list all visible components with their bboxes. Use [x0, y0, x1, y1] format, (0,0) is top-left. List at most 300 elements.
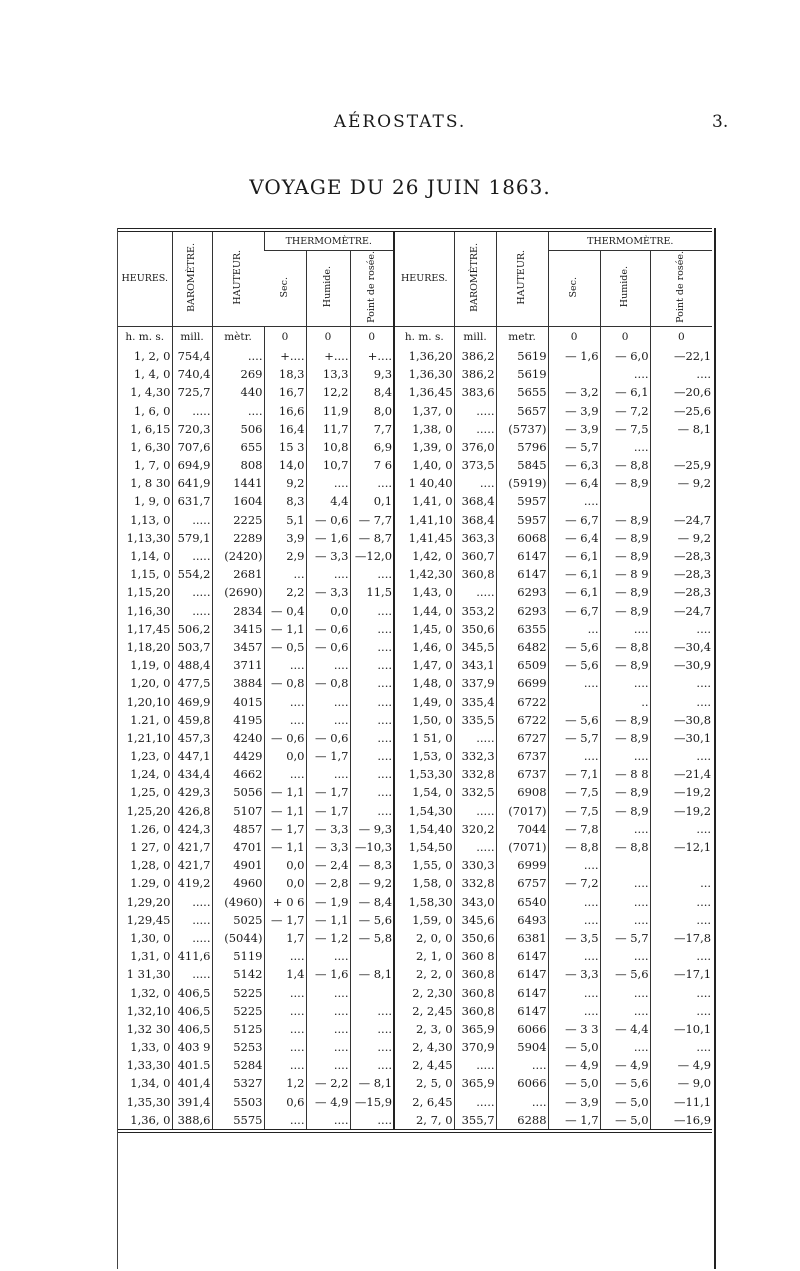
cell-barometre-2: .....	[454, 583, 496, 601]
cell-rosee-2: —16,9	[650, 1111, 712, 1131]
cell-humide: ....	[306, 711, 350, 729]
cell-barometre-2: 335,4	[454, 692, 496, 710]
cell-hauteur: ....	[212, 401, 264, 419]
cell-hauteur-2: 6737	[496, 747, 548, 765]
running-head	[0, 112, 800, 132]
cell-sec: — 1,1	[264, 838, 306, 856]
cell-rosee: ....	[350, 729, 394, 747]
cell-sec-2: — 3 3	[548, 1020, 600, 1038]
cell-barometre-2: 350,6	[454, 929, 496, 947]
cell-rosee-2: — 9,0	[650, 1074, 712, 1092]
unit-cell: 0	[600, 326, 650, 347]
cell-sec-2: ....	[548, 747, 600, 765]
cell-sec: ....	[264, 1038, 306, 1056]
cell-barometre: .....	[172, 911, 212, 929]
cell-barometre: 403 9	[172, 1038, 212, 1056]
cell-sec-2: ....	[548, 892, 600, 910]
cell-heure: 1,32,10	[126, 1003, 171, 1018]
table-row	[118, 983, 712, 1001]
cell-barometre-2: 320,2	[454, 820, 496, 838]
col-barometre	[172, 230, 212, 326]
table-row	[118, 383, 712, 401]
cell-barometre-2: 345,5	[454, 638, 496, 656]
unit-cell: 0	[306, 326, 350, 347]
cell-hauteur: 5107	[212, 802, 264, 820]
running-head-text: AÉROSTATS.	[333, 112, 467, 132]
cell-barometre-2: 368,4	[454, 492, 496, 510]
table-row	[118, 874, 712, 892]
table-row	[118, 565, 712, 583]
cell-heure-2: 2, 0, 0	[394, 929, 454, 947]
cell-rosee-2: —25,6	[650, 401, 712, 419]
cell-heure-2: 1,37, 0	[394, 401, 454, 419]
cell-barometre: 419,2	[172, 874, 212, 892]
cell-hauteur: 5284	[212, 1056, 264, 1074]
cell-sec: ....	[264, 711, 306, 729]
cell-humide: ....	[306, 474, 350, 492]
cell-humide-2: ..	[600, 692, 650, 710]
cell-hauteur-2: 6147	[496, 983, 548, 1001]
cell-hauteur: 5225	[212, 1002, 264, 1020]
cell-sec: 1,2	[264, 1074, 306, 1092]
cell-humide: 10,8	[306, 438, 350, 456]
cell-barometre: .....	[172, 511, 212, 529]
cell-sec: — 0,8	[264, 674, 306, 692]
cell-humide: — 1,7	[306, 747, 350, 765]
cell-sec: ....	[264, 1111, 306, 1131]
cell-heure: 1,31, 0	[130, 949, 171, 964]
cell-barometre-2: 383,6	[454, 383, 496, 401]
cell-sec: 0,6	[264, 1093, 306, 1111]
cell-heure-2: 1,50, 0	[394, 711, 454, 729]
cell-barometre: 641,9	[172, 474, 212, 492]
cell-heure-2: 1,36,30	[394, 365, 454, 383]
cell-barometre: 631,7	[172, 492, 212, 510]
cell-sec: 15 3	[264, 438, 306, 456]
cell-barometre-2: 332,5	[454, 783, 496, 801]
cell-barometre-2: .....	[454, 1093, 496, 1111]
cell-rosee: +....	[350, 347, 394, 365]
cell-rosee-2: ....	[650, 674, 712, 692]
unit-cell: 0	[548, 326, 600, 347]
cell-rosee-2: —30,9	[650, 656, 712, 674]
cell-humide-2: — 6,0	[600, 347, 650, 365]
col-thermometre: THERMOMÈTRE.	[264, 230, 394, 251]
cell-rosee-2: ....	[650, 911, 712, 929]
cell-rosee: 11,5	[350, 583, 394, 601]
cell-hauteur: 3457	[212, 638, 264, 656]
table-row	[118, 438, 712, 456]
col-heures-2: HEURES.	[394, 230, 454, 326]
cell-humide: ....	[306, 765, 350, 783]
col-humide-label: Humide.	[322, 266, 334, 308]
cell-barometre: .....	[172, 583, 212, 601]
cell-heure-2: 1,58,30	[394, 892, 454, 910]
cell-rosee: ....	[350, 692, 394, 710]
cell-hauteur: 5142	[212, 965, 264, 983]
cell-hauteur-2: 6068	[496, 529, 548, 547]
table-row	[118, 820, 712, 838]
cell-sec: 16,4	[264, 420, 306, 438]
cell-sec-2	[548, 692, 600, 710]
cell-hauteur-2: 6727	[496, 729, 548, 747]
cell-barometre-2: 343,1	[454, 656, 496, 674]
cell-heure: 1,32, 0	[130, 985, 171, 1000]
cell-humide-2: — 8,9	[600, 583, 650, 601]
cell-rosee: — 5,8	[350, 929, 394, 947]
cell-humide-2: — 8,8	[600, 638, 650, 656]
cell-heure-2: 2, 1, 0	[394, 947, 454, 965]
cell-heure: 1, 4, 0	[133, 367, 171, 382]
table-row	[118, 783, 712, 801]
cell-sec-2: ....	[548, 492, 600, 510]
cell-rosee-2: ....	[650, 1038, 712, 1056]
cell-sec-2: — 5,7	[548, 729, 600, 747]
cell-sec: ....	[264, 947, 306, 965]
cell-sec: +....	[264, 347, 306, 365]
cell-heure: 1,21,10	[126, 730, 171, 745]
cell-hauteur: 5503	[212, 1093, 264, 1111]
cell-barometre-2: 376,0	[454, 438, 496, 456]
table-row	[118, 947, 712, 965]
cell-sec: 2,2	[264, 583, 306, 601]
cell-heure-2: 1,53,30	[394, 765, 454, 783]
cell-barometre-2: .....	[454, 802, 496, 820]
cell-sec: 2,9	[264, 547, 306, 565]
cell-sec-2: ....	[548, 947, 600, 965]
cell-heure: 1,18,20	[126, 639, 171, 654]
cell-hauteur: (5044)	[212, 929, 264, 947]
cell-rosee: 7 6	[350, 456, 394, 474]
cell-heure-2: 1,54, 0	[394, 783, 454, 801]
cell-barometre-2: .....	[454, 420, 496, 438]
col-humide	[306, 251, 350, 327]
unit-cell: 0	[650, 326, 712, 347]
cell-rosee: ....	[350, 802, 394, 820]
cell-rosee-2: — 9,2	[650, 474, 712, 492]
cell-sec-2: — 5,0	[548, 1038, 600, 1056]
cell-heure-2: 1,47, 0	[394, 656, 454, 674]
cell-heure: 1.29, 0	[130, 876, 171, 891]
cell-sec: 16,6	[264, 401, 306, 419]
cell-heure: 1,17,45	[126, 621, 171, 636]
cell-barometre-2: 386,2	[454, 347, 496, 365]
cell-barometre-2: .....	[454, 401, 496, 419]
cell-heure-2: 1,48, 0	[394, 674, 454, 692]
cell-barometre: 406,5	[172, 1002, 212, 1020]
cell-heure: 1,24, 0	[130, 767, 171, 782]
cell-sec-2: — 4,9	[548, 1056, 600, 1074]
cell-humide: — 1,7	[306, 802, 350, 820]
cell-barometre: .....	[172, 892, 212, 910]
table-row	[118, 765, 712, 783]
cell-rosee-2: —19,2	[650, 783, 712, 801]
cell-humide: 11,7	[306, 420, 350, 438]
cell-barometre-2: 360,7	[454, 547, 496, 565]
cell-heure: 1, 8 30	[130, 476, 171, 491]
table-row	[118, 1093, 712, 1111]
cell-heure-2: 1,39, 0	[394, 438, 454, 456]
cell-heure: 1,20,10	[126, 694, 171, 709]
cell-humide: — 1,7	[306, 783, 350, 801]
cell-barometre-2: 368,4	[454, 511, 496, 529]
cell-rosee-2: ....	[650, 820, 712, 838]
cell-rosee: ....	[350, 1020, 394, 1038]
col-hauteur-2-label: HAUTEUR.	[516, 250, 528, 305]
cell-rosee: — 8,7	[350, 529, 394, 547]
cell-heure: 1, 6,15	[130, 421, 171, 436]
cell-hauteur-2: ....	[496, 1056, 548, 1074]
table-row	[118, 1038, 712, 1056]
cell-sec: ....	[264, 1020, 306, 1038]
cell-humide-2: — 8,9	[600, 547, 650, 565]
cell-barometre-2: 332,3	[454, 747, 496, 765]
cell-heure-2: 2, 7, 0	[394, 1111, 454, 1131]
cell-heure-2: 1,41,10	[394, 511, 454, 529]
cell-rosee-2: —17,1	[650, 965, 712, 983]
unit-cell: mètr.	[212, 326, 264, 347]
cell-barometre-2: 365,9	[454, 1074, 496, 1092]
cell-sec-2: ....	[548, 856, 600, 874]
cell-barometre: .....	[172, 547, 212, 565]
cell-rosee: ....	[350, 1056, 394, 1074]
cell-barometre: 506,2	[172, 620, 212, 638]
cell-hauteur: 1441	[212, 474, 264, 492]
cell-barometre-2: 350,6	[454, 620, 496, 638]
cell-humide: — 3,3	[306, 583, 350, 601]
cell-heure-2: 1,54,50	[394, 838, 454, 856]
cell-heure-2: 1,59, 0	[394, 911, 454, 929]
cell-rosee: ....	[350, 1038, 394, 1056]
cell-sec-2: — 3,9	[548, 401, 600, 419]
cell-rosee-2: ....	[650, 1002, 712, 1020]
col-thermometre-2: THERMOMÈTRE.	[548, 230, 712, 251]
cell-sec-2: — 7,5	[548, 783, 600, 801]
cell-rosee-2: ....	[650, 947, 712, 965]
cell-rosee: ....	[350, 601, 394, 619]
cell-rosee: ....	[350, 1111, 394, 1131]
cell-humide-2: — 5,0	[600, 1111, 650, 1131]
cell-heure-2: 2, 5, 0	[394, 1074, 454, 1092]
cell-hauteur-2: (7071)	[496, 838, 548, 856]
col-barometre-label: BAROMÈTRE.	[186, 242, 198, 312]
cell-hauteur-2: (5737)	[496, 420, 548, 438]
cell-rosee-2: —25,9	[650, 456, 712, 474]
cell-rosee: 8,4	[350, 383, 394, 401]
cell-hauteur-2: 5619	[496, 365, 548, 383]
cell-hauteur-2: 6540	[496, 892, 548, 910]
cell-humide: 4,4	[306, 492, 350, 510]
cell-sec-2: — 1,7	[548, 1111, 600, 1131]
cell-hauteur-2: 6147	[496, 947, 548, 965]
table-row	[118, 601, 712, 619]
cell-sec: ...	[264, 565, 306, 583]
cell-humide-2: — 8,8	[600, 456, 650, 474]
cell-heure: 1,13,30	[126, 530, 171, 545]
cell-rosee-2: —12,1	[650, 838, 712, 856]
cell-heure-2: 2, 2,30	[394, 983, 454, 1001]
cell-rosee-2: ....	[650, 620, 712, 638]
cell-heure-2: 2, 4,45	[394, 1056, 454, 1074]
cell-barometre-2: 363,3	[454, 529, 496, 547]
cell-heure-2: 1,53, 0	[394, 747, 454, 765]
cell-hauteur-2: 6722	[496, 692, 548, 710]
cell-heure-2: 2, 6,45	[394, 1093, 454, 1111]
cell-humide-2: ....	[600, 1002, 650, 1020]
cell-heure: 1,19, 0	[130, 658, 171, 673]
cell-heure: 1,25,20	[126, 803, 171, 818]
cell-hauteur: 5125	[212, 1020, 264, 1038]
cell-humide-2: — 8,9	[600, 474, 650, 492]
cell-hauteur-2: 6147	[496, 1002, 548, 1020]
cell-barometre: 477,5	[172, 674, 212, 692]
table-row	[118, 965, 712, 983]
cell-barometre: 401,4	[172, 1074, 212, 1092]
cell-barometre-2: 360,8	[454, 565, 496, 583]
col-humide-2	[600, 251, 650, 327]
cell-heure: 1,25, 0	[130, 785, 171, 800]
cell-rosee: 9,3	[350, 365, 394, 383]
cell-hauteur: 4195	[212, 711, 264, 729]
cell-barometre-2: 360,8	[454, 965, 496, 983]
cell-hauteur-2: 6737	[496, 765, 548, 783]
cell-rosee-2: ...	[650, 874, 712, 892]
cell-heure: 1,35,30	[126, 1094, 171, 1109]
cell-sec-2: — 5,6	[548, 711, 600, 729]
table-row	[118, 911, 712, 929]
cell-humide: — 0,6	[306, 729, 350, 747]
cell-sec: 9,2	[264, 474, 306, 492]
table-row	[118, 1111, 712, 1131]
table-row	[118, 347, 712, 365]
cell-heure: 1, 2, 0	[133, 348, 171, 363]
cell-barometre-2: 373,5	[454, 456, 496, 474]
cell-hauteur-2: 6147	[496, 565, 548, 583]
cell-sec-2: — 3,5	[548, 929, 600, 947]
col-rosee-label: Point de rosée.	[365, 251, 377, 323]
cell-rosee: ....	[350, 474, 394, 492]
cell-hauteur: 3711	[212, 656, 264, 674]
cell-rosee-2: — 8,1	[650, 420, 712, 438]
cell-rosee-2: —30,4	[650, 638, 712, 656]
cell-heure-2: 1,36,45	[394, 383, 454, 401]
cell-heure-2: 1,43, 0	[394, 583, 454, 601]
cell-heure-2: 1,55, 0	[394, 856, 454, 874]
cell-rosee: 0,1	[350, 492, 394, 510]
table-row	[118, 892, 712, 910]
cell-heure-2: 1,54,40	[394, 820, 454, 838]
cell-sec: 8,3	[264, 492, 306, 510]
cell-sec: 1,7	[264, 929, 306, 947]
cell-heure: 1 27, 0	[130, 840, 171, 854]
table-row	[118, 729, 712, 747]
table-row	[118, 420, 712, 438]
cell-hauteur-2: 6147	[496, 965, 548, 983]
cell-heure-2: 2, 3, 0	[394, 1020, 454, 1038]
cell-hauteur: 808	[212, 456, 264, 474]
cell-barometre-2: .....	[454, 838, 496, 856]
cell-hauteur-2: 6999	[496, 856, 548, 874]
cell-barometre: 754,4	[172, 347, 212, 365]
cell-rosee: — 8,1	[350, 965, 394, 983]
cell-humide-2: — 6,1	[600, 383, 650, 401]
cell-barometre: 411,6	[172, 947, 212, 965]
cell-sec-2: — 3,9	[548, 1093, 600, 1111]
cell-rosee: 8,0	[350, 401, 394, 419]
cell-humide-2: ....	[600, 911, 650, 929]
cell-hauteur: 4701	[212, 838, 264, 856]
cell-humide: — 2,2	[306, 1074, 350, 1092]
cell-hauteur: 4240	[212, 729, 264, 747]
unit-cell: mill.	[172, 326, 212, 347]
cell-sec-2: — 6,3	[548, 456, 600, 474]
cell-rosee: ....	[350, 565, 394, 583]
cell-hauteur-2: 6908	[496, 783, 548, 801]
cell-heure-2: 1 51, 0	[394, 729, 454, 747]
cell-humide: 11,9	[306, 401, 350, 419]
cell-humide: — 2,4	[306, 856, 350, 874]
cell-sec: ....	[264, 1002, 306, 1020]
cell-hauteur-2: 6293	[496, 583, 548, 601]
cell-hauteur-2: (7017)	[496, 802, 548, 820]
cell-heure-2: 1,54,30	[394, 802, 454, 820]
cell-hauteur: (2420)	[212, 547, 264, 565]
cell-humide-2: — 8,9	[600, 802, 650, 820]
cell-sec-2: ....	[548, 674, 600, 692]
cell-hauteur-2: 6288	[496, 1111, 548, 1131]
cell-barometre: 421,7	[172, 838, 212, 856]
unit-cell: metr.	[496, 326, 548, 347]
cell-barometre: 388,6	[172, 1111, 212, 1131]
cell-rosee-2: ....	[650, 747, 712, 765]
cell-hauteur: 4429	[212, 747, 264, 765]
cell-rosee-2: — 4,9	[650, 1056, 712, 1074]
cell-humide-2: — 7,5	[600, 420, 650, 438]
cell-humide-2: — 8,9	[600, 656, 650, 674]
cell-sec: ....	[264, 656, 306, 674]
cell-humide: +....	[306, 347, 350, 365]
cell-barometre: 503,7	[172, 638, 212, 656]
cell-hauteur-2: 5904	[496, 1038, 548, 1056]
col-sec-2	[548, 251, 600, 327]
cell-barometre: .....	[172, 401, 212, 419]
cell-humide-2: — 7,2	[600, 401, 650, 419]
cell-barometre: 707,6	[172, 438, 212, 456]
cell-humide-2: — 8,9	[600, 711, 650, 729]
unit-cell: h. m. s.	[125, 330, 165, 343]
cell-barometre-2: 365,9	[454, 1020, 496, 1038]
cell-humide-2: ....	[600, 983, 650, 1001]
cell-humide: — 1,6	[306, 529, 350, 547]
cell-humide: ....	[306, 1111, 350, 1131]
cell-humide: ....	[306, 947, 350, 965]
table-row	[118, 802, 712, 820]
cell-hauteur: 2289	[212, 529, 264, 547]
cell-heure: 1, 9, 0	[133, 494, 171, 509]
cell-humide: — 1,1	[306, 911, 350, 929]
cell-barometre: .....	[172, 929, 212, 947]
cell-sec: ....	[264, 765, 306, 783]
cell-sec-2: — 6,4	[548, 474, 600, 492]
cell-rosee-2: —17,8	[650, 929, 712, 947]
cell-humide: ....	[306, 1020, 350, 1038]
cell-hauteur-2: 6293	[496, 601, 548, 619]
cell-barometre: 429,3	[172, 783, 212, 801]
cell-sec-2: — 5,6	[548, 638, 600, 656]
cell-hauteur-2: 5619	[496, 347, 548, 365]
cell-heure-2: 2, 2,45	[394, 1002, 454, 1020]
table-row	[118, 747, 712, 765]
